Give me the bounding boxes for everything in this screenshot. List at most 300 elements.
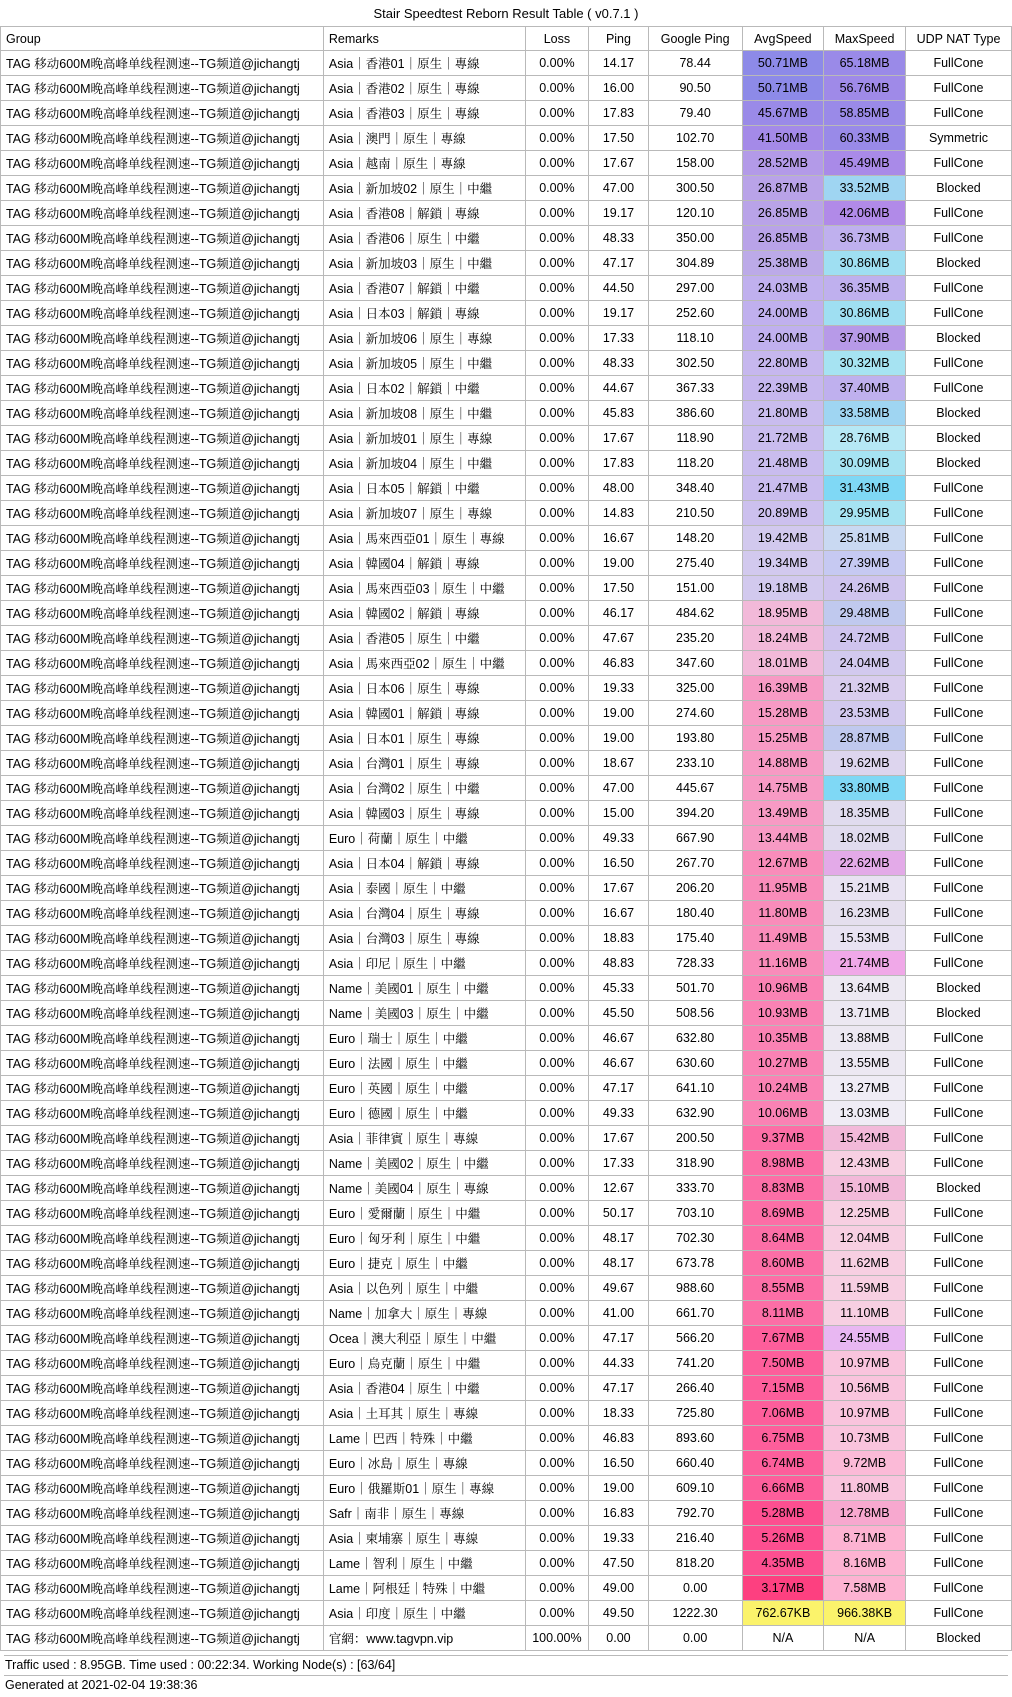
cell-ping: 48.33 — [589, 351, 649, 376]
cell-maxspeed: 10.97MB — [824, 1401, 906, 1426]
cell-google-ping: 348.40 — [648, 476, 742, 501]
cell-maxspeed: 33.52MB — [824, 176, 906, 201]
cell-maxspeed: 45.49MB — [824, 151, 906, 176]
cell-udp-nat-type: FullCone — [905, 226, 1011, 251]
table-row — [1, 176, 1012, 201]
table-row — [1, 1276, 1012, 1301]
cell-maxspeed: 24.55MB — [824, 1326, 906, 1351]
cell-remarks: Asia｜台灣03｜原生｜專線 — [323, 926, 525, 951]
cell-udp-nat-type: Blocked — [905, 401, 1011, 426]
cell-google-ping: 661.70 — [648, 1301, 742, 1326]
table-row — [1, 951, 1012, 976]
cell-udp-nat-type: FullCone — [905, 1426, 1011, 1451]
cell-google-ping: 193.80 — [648, 726, 742, 751]
cell-loss: 0.00% — [525, 1451, 589, 1476]
cell-avgspeed: 50.71MB — [742, 76, 824, 101]
cell-avgspeed: 8.69MB — [742, 1201, 824, 1226]
cell-avgspeed: 12.67MB — [742, 851, 824, 876]
cell-avgspeed: 6.66MB — [742, 1476, 824, 1501]
cell-ping: 50.17 — [589, 1201, 649, 1226]
cell-google-ping: 210.50 — [648, 501, 742, 526]
cell-udp-nat-type: FullCone — [905, 1326, 1011, 1351]
cell-remarks: Asia｜新加坡04｜原生｜中繼 — [323, 451, 525, 476]
cell-group: TAG 移动600M晚高峰单线程测速--TG频道@jichangtj — [1, 1476, 324, 1501]
table-row — [1, 1226, 1012, 1251]
cell-remarks: Asia｜印度｜原生｜中繼 — [323, 1601, 525, 1626]
cell-google-ping: 394.20 — [648, 801, 742, 826]
cell-udp-nat-type: FullCone — [905, 676, 1011, 701]
cell-google-ping: 792.70 — [648, 1501, 742, 1526]
cell-remarks: Asia｜香港07｜解鎖｜中繼 — [323, 276, 525, 301]
cell-group: TAG 移动600M晚高峰单线程测速--TG频道@jichangtj — [1, 1276, 324, 1301]
cell-ping: 48.33 — [589, 226, 649, 251]
cell-ping: 47.17 — [589, 1076, 649, 1101]
cell-maxspeed: 37.40MB — [824, 376, 906, 401]
cell-ping: 45.33 — [589, 976, 649, 1001]
cell-avgspeed: 11.16MB — [742, 951, 824, 976]
cell-maxspeed: 21.74MB — [824, 951, 906, 976]
cell-google-ping: 988.60 — [648, 1276, 742, 1301]
cell-udp-nat-type: FullCone — [905, 1026, 1011, 1051]
cell-loss: 0.00% — [525, 1026, 589, 1051]
cell-loss: 0.00% — [525, 176, 589, 201]
cell-ping: 45.83 — [589, 401, 649, 426]
cell-maxspeed: 13.71MB — [824, 1001, 906, 1026]
cell-udp-nat-type: FullCone — [905, 1551, 1011, 1576]
cell-loss: 0.00% — [525, 326, 589, 351]
cell-udp-nat-type: FullCone — [905, 1576, 1011, 1601]
cell-avgspeed: 11.49MB — [742, 926, 824, 951]
cell-avgspeed: 10.96MB — [742, 976, 824, 1001]
cell-google-ping: 274.60 — [648, 701, 742, 726]
cell-loss: 0.00% — [525, 76, 589, 101]
table-row — [1, 851, 1012, 876]
cell-google-ping: 501.70 — [648, 976, 742, 1001]
cell-maxspeed: 15.10MB — [824, 1176, 906, 1201]
cell-remarks: Asia｜馬來西亞03｜原生｜中繼 — [323, 576, 525, 601]
cell-udp-nat-type: FullCone — [905, 276, 1011, 301]
cell-loss: 0.00% — [525, 51, 589, 76]
cell-loss: 0.00% — [525, 1326, 589, 1351]
cell-maxspeed: 11.59MB — [824, 1276, 906, 1301]
cell-loss: 0.00% — [525, 101, 589, 126]
cell-loss: 0.00% — [525, 1526, 589, 1551]
table-row — [1, 1501, 1012, 1526]
cell-remarks: Asia｜日本02｜解鎖｜中繼 — [323, 376, 525, 401]
cell-group: TAG 移动600M晚高峰单线程测速--TG频道@jichangtj — [1, 476, 324, 501]
cell-udp-nat-type: FullCone — [905, 1451, 1011, 1476]
cell-udp-nat-type: Blocked — [905, 976, 1011, 1001]
cell-udp-nat-type: FullCone — [905, 51, 1011, 76]
cell-remarks: Asia｜日本04｜解鎖｜專線 — [323, 851, 525, 876]
table-row — [1, 276, 1012, 301]
page-title: Stair Speedtest Reborn Result Table ( v0.7.1 ) — [373, 6, 639, 21]
cell-group: TAG 移动600M晚高峰单线程测速--TG频道@jichangtj — [1, 301, 324, 326]
footer — [0, 1651, 1012, 1697]
table-row — [1, 126, 1012, 151]
cell-loss: 0.00% — [525, 351, 589, 376]
cell-remarks: Asia｜以色列｜原生｜中繼 — [323, 1276, 525, 1301]
table-row — [1, 1601, 1012, 1626]
cell-ping: 44.67 — [589, 376, 649, 401]
cell-google-ping: 158.00 — [648, 151, 742, 176]
table-row — [1, 501, 1012, 526]
cell-loss: 0.00% — [525, 301, 589, 326]
cell-loss: 0.00% — [525, 451, 589, 476]
cell-avgspeed: 26.85MB — [742, 226, 824, 251]
cell-maxspeed: 13.55MB — [824, 1051, 906, 1076]
cell-google-ping: 78.44 — [648, 51, 742, 76]
cell-maxspeed: 16.23MB — [824, 901, 906, 926]
cell-ping: 47.50 — [589, 1551, 649, 1576]
cell-group: TAG 移动600M晚高峰单线程测速--TG频道@jichangtj — [1, 651, 324, 676]
cell-remarks: Lame｜智利｜原生｜中繼 — [323, 1551, 525, 1576]
cell-maxspeed: 36.35MB — [824, 276, 906, 301]
table-row — [1, 1626, 1012, 1651]
cell-google-ping: 120.10 — [648, 201, 742, 226]
cell-udp-nat-type: FullCone — [905, 1051, 1011, 1076]
cell-group: TAG 移动600M晚高峰单线程测速--TG频道@jichangtj — [1, 601, 324, 626]
table-row — [1, 251, 1012, 276]
cell-google-ping: 667.90 — [648, 826, 742, 851]
cell-udp-nat-type: FullCone — [905, 501, 1011, 526]
cell-ping: 15.00 — [589, 801, 649, 826]
cell-remarks: Euro｜德國｜原生｜中繼 — [323, 1101, 525, 1126]
cell-loss: 0.00% — [525, 1301, 589, 1326]
cell-group: TAG 移动600M晚高峰单线程测速--TG频道@jichangtj — [1, 326, 324, 351]
cell-udp-nat-type: FullCone — [905, 1601, 1011, 1626]
cell-udp-nat-type: FullCone — [905, 1126, 1011, 1151]
cell-ping: 46.67 — [589, 1051, 649, 1076]
cell-loss: 0.00% — [525, 1551, 589, 1576]
cell-group: TAG 移动600M晚高峰单线程测速--TG频道@jichangtj — [1, 776, 324, 801]
cell-group: TAG 移动600M晚高峰单线程测速--TG频道@jichangtj — [1, 1376, 324, 1401]
cell-udp-nat-type: FullCone — [905, 151, 1011, 176]
table-row — [1, 676, 1012, 701]
cell-avgspeed: 7.50MB — [742, 1351, 824, 1376]
table-row — [1, 626, 1012, 651]
cell-remarks: Asia｜台灣04｜原生｜專線 — [323, 901, 525, 926]
table-row — [1, 1576, 1012, 1601]
cell-google-ping: 818.20 — [648, 1551, 742, 1576]
cell-udp-nat-type: FullCone — [905, 1226, 1011, 1251]
cell-remarks: Name｜加拿大｜原生｜專線 — [323, 1301, 525, 1326]
cell-avgspeed: 5.26MB — [742, 1526, 824, 1551]
table-row — [1, 901, 1012, 926]
cell-group: TAG 移动600M晚高峰单线程测速--TG频道@jichangtj — [1, 1551, 324, 1576]
cell-avgspeed: 7.15MB — [742, 1376, 824, 1401]
cell-remarks: 官網：www.tagvpn.vip — [323, 1626, 525, 1651]
cell-ping: 46.67 — [589, 1026, 649, 1051]
cell-group: TAG 移动600M晚高峰单线程测速--TG频道@jichangtj — [1, 1626, 324, 1651]
cell-ping: 19.33 — [589, 1526, 649, 1551]
cell-group: TAG 移动600M晚高峰单线程测速--TG频道@jichangtj — [1, 626, 324, 651]
cell-maxspeed: 21.32MB — [824, 676, 906, 701]
cell-avgspeed: 22.39MB — [742, 376, 824, 401]
cell-loss: 0.00% — [525, 1501, 589, 1526]
cell-maxspeed: 11.10MB — [824, 1301, 906, 1326]
cell-google-ping: 252.60 — [648, 301, 742, 326]
cell-ping: 46.83 — [589, 651, 649, 676]
table-row — [1, 1326, 1012, 1351]
cell-group: TAG 移动600M晚高峰单线程测速--TG频道@jichangtj — [1, 1001, 324, 1026]
cell-loss: 0.00% — [525, 551, 589, 576]
cell-google-ping: 630.60 — [648, 1051, 742, 1076]
cell-google-ping: 508.56 — [648, 1001, 742, 1026]
cell-ping: 16.67 — [589, 526, 649, 551]
cell-loss: 0.00% — [525, 901, 589, 926]
cell-udp-nat-type: FullCone — [905, 376, 1011, 401]
cell-group: TAG 移动600M晚高峰单线程测速--TG频道@jichangtj — [1, 751, 324, 776]
cell-remarks: Euro｜俄羅斯01｜原生｜專線 — [323, 1476, 525, 1501]
column-header-loss: Loss — [525, 27, 589, 51]
cell-loss: 0.00% — [525, 401, 589, 426]
table-row — [1, 326, 1012, 351]
cell-group: TAG 移动600M晚高峰单线程测速--TG频道@jichangtj — [1, 1576, 324, 1601]
cell-group: TAG 移动600M晚高峰单线程测速--TG频道@jichangtj — [1, 951, 324, 976]
cell-remarks: Asia｜新加坡06｜原生｜專線 — [323, 326, 525, 351]
cell-avgspeed: 24.00MB — [742, 301, 824, 326]
cell-loss: 0.00% — [525, 1476, 589, 1501]
cell-loss: 0.00% — [525, 1351, 589, 1376]
table-row — [1, 1151, 1012, 1176]
cell-maxspeed: 9.72MB — [824, 1451, 906, 1476]
cell-remarks: Asia｜越南｜原生｜專線 — [323, 151, 525, 176]
cell-ping: 49.67 — [589, 1276, 649, 1301]
cell-remarks: Name｜美國04｜原生｜專線 — [323, 1176, 525, 1201]
cell-udp-nat-type: FullCone — [905, 1201, 1011, 1226]
cell-google-ping: 566.20 — [648, 1326, 742, 1351]
cell-udp-nat-type: FullCone — [905, 526, 1011, 551]
cell-remarks: Asia｜台灣01｜原生｜專線 — [323, 751, 525, 776]
table-row — [1, 876, 1012, 901]
cell-remarks: Euro｜匈牙利｜原生｜中繼 — [323, 1226, 525, 1251]
cell-group: TAG 移动600M晚高峰单线程测速--TG频道@jichangtj — [1, 676, 324, 701]
cell-maxspeed: 11.80MB — [824, 1476, 906, 1501]
table-row — [1, 826, 1012, 851]
cell-group: TAG 移动600M晚高峰单线程测速--TG频道@jichangtj — [1, 1426, 324, 1451]
cell-ping: 17.67 — [589, 876, 649, 901]
cell-ping: 49.33 — [589, 1101, 649, 1126]
cell-loss: 0.00% — [525, 651, 589, 676]
table-row — [1, 226, 1012, 251]
cell-ping: 47.00 — [589, 776, 649, 801]
cell-avgspeed: 16.39MB — [742, 676, 824, 701]
cell-remarks: Euro｜法國｜原生｜中繼 — [323, 1051, 525, 1076]
cell-google-ping: 90.50 — [648, 76, 742, 101]
table-row — [1, 1001, 1012, 1026]
column-header-udp-nat-type: UDP NAT Type — [905, 27, 1011, 51]
cell-udp-nat-type: FullCone — [905, 701, 1011, 726]
cell-avgspeed: 15.28MB — [742, 701, 824, 726]
cell-ping: 19.00 — [589, 1476, 649, 1501]
cell-group: TAG 移动600M晚高峰单线程测速--TG频道@jichangtj — [1, 1601, 324, 1626]
cell-udp-nat-type: FullCone — [905, 1476, 1011, 1501]
cell-udp-nat-type: FullCone — [905, 301, 1011, 326]
cell-remarks: Asia｜台灣02｜原生｜中繼 — [323, 776, 525, 801]
cell-group: TAG 移动600M晚高峰单线程测速--TG频道@jichangtj — [1, 176, 324, 201]
cell-avgspeed: 20.89MB — [742, 501, 824, 526]
cell-loss: 0.00% — [525, 1601, 589, 1626]
cell-loss: 0.00% — [525, 1126, 589, 1151]
cell-remarks: Asia｜新加坡08｜原生｜中繼 — [323, 401, 525, 426]
cell-google-ping: 118.20 — [648, 451, 742, 476]
cell-avgspeed: 8.60MB — [742, 1251, 824, 1276]
cell-loss: 0.00% — [525, 251, 589, 276]
cell-udp-nat-type: FullCone — [905, 1526, 1011, 1551]
cell-remarks: Lame｜巴西｜特殊｜中繼 — [323, 1426, 525, 1451]
cell-avgspeed: 25.38MB — [742, 251, 824, 276]
cell-loss: 0.00% — [525, 1376, 589, 1401]
cell-group: TAG 移动600M晚高峰单线程测速--TG频道@jichangtj — [1, 276, 324, 301]
cell-udp-nat-type: FullCone — [905, 576, 1011, 601]
cell-google-ping: 445.67 — [648, 776, 742, 801]
cell-ping: 18.83 — [589, 926, 649, 951]
footer-traffic-line: Traffic used : 8.95GB. Time used : 00:22:34. Working Node(s) : [63/64] — [4, 1655, 1008, 1675]
cell-avgspeed: 7.67MB — [742, 1326, 824, 1351]
cell-remarks: Asia｜菲律賓｜原生｜專線 — [323, 1126, 525, 1151]
table-row — [1, 201, 1012, 226]
cell-ping: 17.67 — [589, 151, 649, 176]
cell-google-ping: 673.78 — [648, 1251, 742, 1276]
cell-group: TAG 移动600M晚高峰单线程测速--TG频道@jichangtj — [1, 801, 324, 826]
cell-maxspeed: 29.48MB — [824, 601, 906, 626]
cell-udp-nat-type: FullCone — [905, 651, 1011, 676]
cell-avgspeed: 10.06MB — [742, 1101, 824, 1126]
cell-remarks: Asia｜新加坡01｜原生｜專線 — [323, 426, 525, 451]
cell-loss: 0.00% — [525, 976, 589, 1001]
table-row — [1, 451, 1012, 476]
cell-google-ping: 200.50 — [648, 1126, 742, 1151]
cell-remarks: Asia｜韓國04｜解鎖｜專線 — [323, 551, 525, 576]
cell-loss: 0.00% — [525, 676, 589, 701]
cell-avgspeed: 3.17MB — [742, 1576, 824, 1601]
cell-google-ping: 275.40 — [648, 551, 742, 576]
cell-maxspeed: 12.04MB — [824, 1226, 906, 1251]
cell-avgspeed: 21.72MB — [742, 426, 824, 451]
cell-group: TAG 移动600M晚高峰单线程测速--TG频道@jichangtj — [1, 551, 324, 576]
cell-google-ping: 702.30 — [648, 1226, 742, 1251]
cell-group: TAG 移动600M晚高峰单线程测速--TG频道@jichangtj — [1, 1101, 324, 1126]
cell-ping: 14.17 — [589, 51, 649, 76]
cell-group: TAG 移动600M晚高峰单线程测速--TG频道@jichangtj — [1, 376, 324, 401]
cell-avgspeed: 19.18MB — [742, 576, 824, 601]
cell-ping: 12.67 — [589, 1176, 649, 1201]
cell-avgspeed: 10.35MB — [742, 1026, 824, 1051]
cell-loss: 0.00% — [525, 1001, 589, 1026]
cell-google-ping: 267.70 — [648, 851, 742, 876]
cell-remarks: Euro｜冰島｜原生｜專線 — [323, 1451, 525, 1476]
cell-udp-nat-type: FullCone — [905, 901, 1011, 926]
cell-group: TAG 移动600M晚高峰单线程测速--TG频道@jichangtj — [1, 1201, 324, 1226]
cell-group: TAG 移动600M晚高峰单线程测速--TG频道@jichangtj — [1, 501, 324, 526]
cell-remarks: Asia｜香港03｜原生｜專線 — [323, 101, 525, 126]
cell-loss: 0.00% — [525, 726, 589, 751]
cell-group: TAG 移动600M晚高峰单线程测速--TG频道@jichangtj — [1, 1151, 324, 1176]
table-row — [1, 1126, 1012, 1151]
cell-loss: 0.00% — [525, 826, 589, 851]
cell-udp-nat-type: FullCone — [905, 926, 1011, 951]
cell-ping: 18.33 — [589, 1401, 649, 1426]
cell-remarks: Euro｜荷蘭｜原生｜中繼 — [323, 826, 525, 851]
table-row — [1, 301, 1012, 326]
cell-maxspeed: 10.97MB — [824, 1351, 906, 1376]
cell-google-ping: 0.00 — [648, 1626, 742, 1651]
cell-udp-nat-type: FullCone — [905, 726, 1011, 751]
cell-google-ping: 325.00 — [648, 676, 742, 701]
cell-udp-nat-type: Symmetric — [905, 126, 1011, 151]
cell-google-ping: 333.70 — [648, 1176, 742, 1201]
cell-remarks: Asia｜日本05｜解鎖｜中繼 — [323, 476, 525, 501]
cell-remarks: Asia｜香港05｜原生｜中繼 — [323, 626, 525, 651]
cell-google-ping: 118.10 — [648, 326, 742, 351]
cell-maxspeed: 966.38KB — [824, 1601, 906, 1626]
cell-remarks: Euro｜愛爾蘭｜原生｜中繼 — [323, 1201, 525, 1226]
cell-maxspeed: N/A — [824, 1626, 906, 1651]
cell-maxspeed: 18.35MB — [824, 801, 906, 826]
cell-udp-nat-type: FullCone — [905, 1076, 1011, 1101]
cell-group: TAG 移动600M晚高峰单线程测速--TG频道@jichangtj — [1, 1051, 324, 1076]
cell-udp-nat-type: FullCone — [905, 476, 1011, 501]
cell-google-ping: 304.89 — [648, 251, 742, 276]
cell-loss: 0.00% — [525, 576, 589, 601]
cell-remarks: Asia｜新加坡05｜原生｜中繼 — [323, 351, 525, 376]
cell-maxspeed: 13.88MB — [824, 1026, 906, 1051]
cell-maxspeed: 24.26MB — [824, 576, 906, 601]
cell-ping: 17.67 — [589, 426, 649, 451]
cell-google-ping: 175.40 — [648, 926, 742, 951]
cell-udp-nat-type: Blocked — [905, 176, 1011, 201]
cell-avgspeed: 11.80MB — [742, 901, 824, 926]
cell-loss: 0.00% — [525, 951, 589, 976]
cell-google-ping: 180.40 — [648, 901, 742, 926]
cell-avgspeed: 8.64MB — [742, 1226, 824, 1251]
table-row — [1, 1551, 1012, 1576]
cell-avgspeed: 26.87MB — [742, 176, 824, 201]
cell-maxspeed: 8.16MB — [824, 1551, 906, 1576]
cell-udp-nat-type: FullCone — [905, 551, 1011, 576]
table-row — [1, 1201, 1012, 1226]
cell-google-ping: 233.10 — [648, 751, 742, 776]
cell-ping: 44.50 — [589, 276, 649, 301]
cell-udp-nat-type: Blocked — [905, 326, 1011, 351]
cell-remarks: Name｜美國03｜原生｜中繼 — [323, 1001, 525, 1026]
cell-google-ping: 484.62 — [648, 601, 742, 626]
cell-remarks: Euro｜捷克｜原生｜中繼 — [323, 1251, 525, 1276]
cell-maxspeed: 23.53MB — [824, 701, 906, 726]
cell-google-ping: 728.33 — [648, 951, 742, 976]
table-row — [1, 1301, 1012, 1326]
cell-remarks: Asia｜新加坡07｜原生｜專線 — [323, 501, 525, 526]
cell-ping: 47.67 — [589, 626, 649, 651]
cell-google-ping: 609.10 — [648, 1476, 742, 1501]
cell-google-ping: 151.00 — [648, 576, 742, 601]
cell-avgspeed: 6.74MB — [742, 1451, 824, 1476]
cell-udp-nat-type: FullCone — [905, 876, 1011, 901]
column-header-ping: Ping — [589, 27, 649, 51]
cell-ping: 17.50 — [589, 576, 649, 601]
cell-ping: 16.50 — [589, 851, 649, 876]
cell-avgspeed: 8.11MB — [742, 1301, 824, 1326]
table-row — [1, 976, 1012, 1001]
cell-udp-nat-type: FullCone — [905, 826, 1011, 851]
cell-remarks: Asia｜香港01｜原生｜專線 — [323, 51, 525, 76]
cell-group: TAG 移动600M晚高峰单线程测速--TG频道@jichangtj — [1, 76, 324, 101]
cell-avgspeed: 28.52MB — [742, 151, 824, 176]
cell-udp-nat-type: FullCone — [905, 851, 1011, 876]
cell-ping: 17.67 — [589, 1126, 649, 1151]
cell-remarks: Asia｜日本06｜原生｜專線 — [323, 676, 525, 701]
